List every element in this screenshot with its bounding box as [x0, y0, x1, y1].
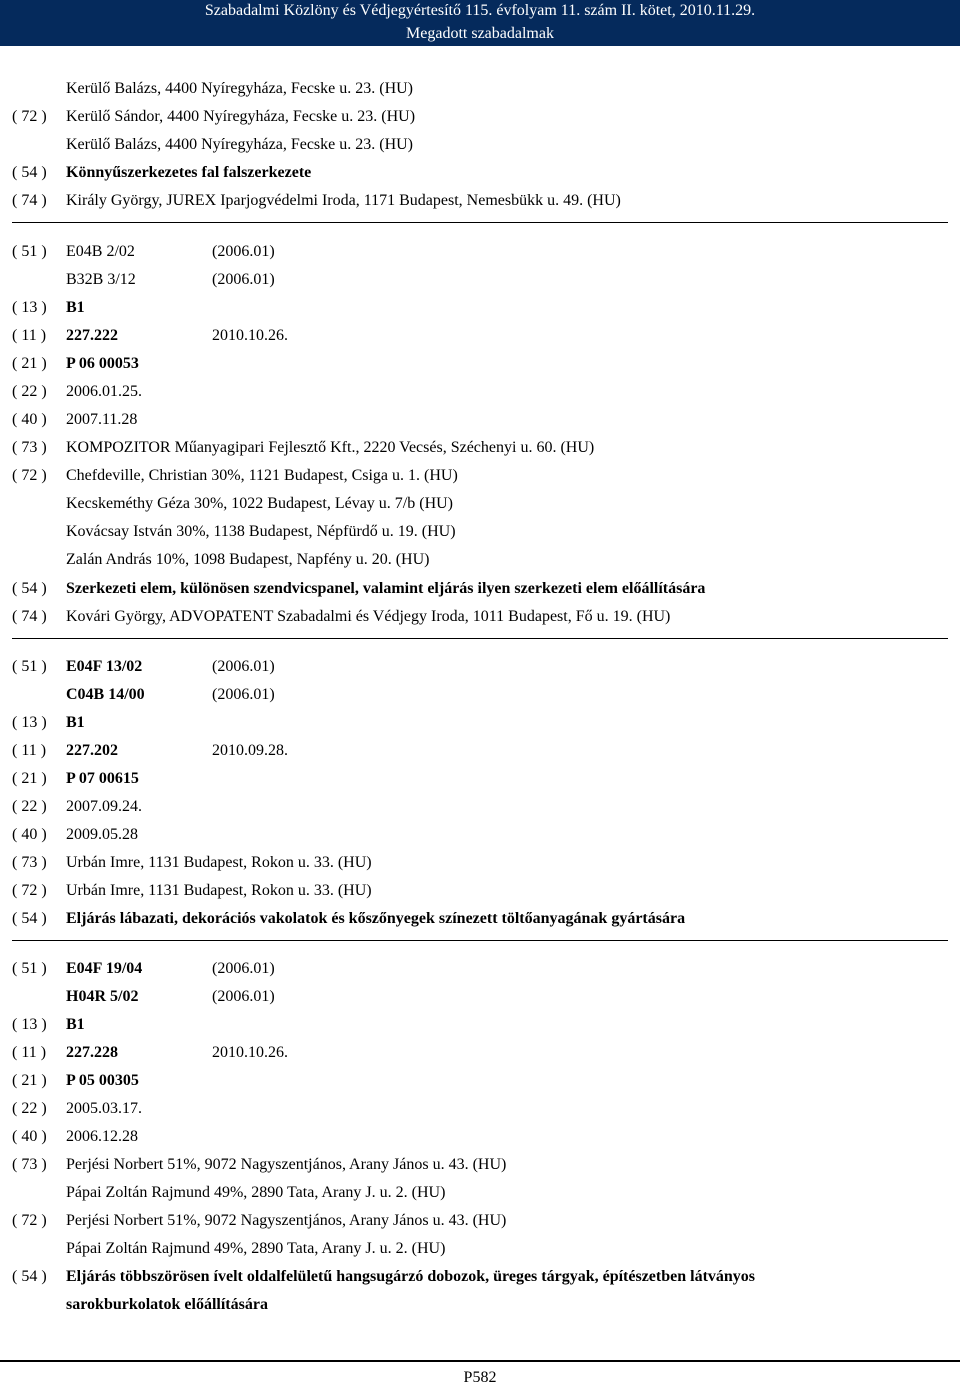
page-bottom-rule: [0, 1360, 960, 1362]
owner-value: Perjési Norbert 51%, 9072 Nagyszentjános, Arany János u. 43. (HU): [66, 1156, 507, 1173]
ipc-code: E04F 13/02: [66, 658, 143, 675]
ipc-version: (2006.01): [212, 658, 275, 675]
kind-code: B1: [66, 299, 85, 316]
field-code: ( 54 ): [12, 910, 47, 927]
field-code: ( 51 ): [12, 960, 47, 977]
field-code: ( 21 ): [12, 1072, 47, 1089]
page-number: P582: [463, 1369, 497, 1386]
field-code: ( 11 ): [12, 327, 47, 344]
ipc-version: (2006.01): [212, 988, 275, 1005]
grant-date: 2010.10.26.: [212, 327, 288, 344]
field-code: ( 11 ): [12, 1044, 47, 1061]
field-code: ( 22 ): [12, 1100, 47, 1117]
field-code: ( 13 ): [12, 1016, 47, 1033]
kind-code: B1: [66, 1016, 85, 1033]
ipc-version: (2006.01): [212, 686, 275, 703]
field-code: ( 74 ): [12, 192, 47, 209]
filing-date: 2006.01.25.: [66, 383, 142, 400]
application-number: P 06 00053: [66, 355, 139, 372]
field-code: ( 51 ): [12, 658, 47, 675]
application-number: P 05 00305: [66, 1072, 139, 1089]
inventor-line: Urbán Imre, 1131 Budapest, Rokon u. 33. (HU): [66, 882, 372, 899]
section-title: Megadott szabadalmak: [406, 25, 554, 42]
field-code: ( 22 ): [12, 383, 47, 400]
patent-number: 227.222: [66, 327, 118, 344]
field-code: ( 72 ): [12, 108, 47, 125]
field-code: ( 73 ): [12, 439, 47, 456]
filing-date: 2007.09.24.: [66, 798, 142, 815]
field-code: ( 22 ): [12, 798, 47, 815]
patent-title: Eljárás többszörösen ívelt oldalfelületű hangsugárzó dobozok, üreges tárgyak, építészetben látványos: [66, 1268, 756, 1285]
patent-title: Eljárás lábazati, dekorációs vakolatok és kőszőnyegek színezett töltőanyagának gyártására: [66, 910, 686, 927]
inventor-line: Perjési Norbert 51%, 9072 Nagyszentjános, Arany János u. 43. (HU): [66, 1212, 507, 1229]
field-code: ( 13 ): [12, 299, 47, 316]
field-code: ( 73 ): [12, 1156, 47, 1173]
grant-date: 2010.10.26.: [212, 1044, 288, 1061]
inventor-line: Kerülő Sándor, 4400 Nyíregyháza, Fecske u. 23. (HU): [66, 108, 416, 125]
ipc-code: C04B 14/00: [66, 686, 145, 703]
owner-value: KOMPOZITOR Műanyagipari Fejlesztő Kft., 2220 Vecsés, Széchenyi u. 60. (HU): [66, 439, 595, 456]
attorney-value: Király György, JUREX Iparjogvédelmi Iroda, 1171 Budapest, Nemesbükk u. 49. (HU): [66, 192, 621, 209]
inventor-line: Chefdeville, Christian 30%, 1121 Budapest, Csiga u. 1. (HU): [66, 467, 458, 484]
journal-title: Szabadalmi Közlöny és Védjegyértesítő 115. évfolyam 11. szám II. kötet, 2010.11.29.: [204, 2, 756, 19]
field-code: ( 21 ): [12, 770, 47, 787]
filing-date: 2005.03.17.: [66, 1100, 142, 1117]
patent-title: Könnyűszerkezetes fal falszerkezete: [66, 164, 312, 181]
application-number: P 07 00615: [66, 770, 139, 787]
owner-value: Urbán Imre, 1131 Budapest, Rokon u. 33. (HU): [66, 854, 372, 871]
field-code: ( 11 ): [12, 742, 47, 759]
ipc-code: H04R 5/02: [66, 988, 139, 1005]
ipc-code: E04F 19/04: [66, 960, 143, 977]
patent-number: 227.202: [66, 742, 118, 759]
field-code: ( 72 ): [12, 467, 47, 484]
patent-title: Szerkezeti elem, különösen szendvicspanel, valamint eljárás ilyen szerkezeti elem előállítására: [66, 580, 706, 597]
field-code: ( 40 ): [12, 1128, 47, 1145]
field-code: ( 51 ): [12, 243, 47, 260]
field-code: ( 74 ): [12, 608, 47, 625]
field-code: ( 54 ): [12, 164, 47, 181]
ipc-version: (2006.01): [212, 271, 275, 288]
ipc-code: E04B 2/02: [66, 243, 135, 260]
field-code: ( 72 ): [12, 882, 47, 899]
field-code: ( 40 ): [12, 411, 47, 428]
ipc-code: B32B 3/12: [66, 271, 136, 288]
field-code: ( 13 ): [12, 714, 47, 731]
ipc-version: (2006.01): [212, 243, 275, 260]
entry-divider: [12, 638, 948, 639]
patent-number: 227.228: [66, 1044, 118, 1061]
field-code: ( 54 ): [12, 580, 47, 597]
page-header: [0, 0, 960, 46]
publication-date: 2006.12.28: [66, 1128, 138, 1145]
field-code: ( 40 ): [12, 826, 47, 843]
field-code: ( 73 ): [12, 854, 47, 871]
publication-date: 2007.11.28: [66, 411, 138, 428]
attorney-value: Kovári György, ADVOPATENT Szabadalmi és Védjegy Iroda, 1011 Budapest, Fő u. 19. (HU): [66, 608, 671, 625]
field-code: ( 21 ): [12, 355, 47, 372]
publication-date: 2009.05.28: [66, 826, 138, 843]
kind-code: B1: [66, 714, 85, 731]
grant-date: 2010.09.28.: [212, 742, 288, 759]
ipc-version: (2006.01): [212, 960, 275, 977]
entry-divider: [12, 222, 948, 223]
entry-divider: [12, 940, 948, 941]
field-code: ( 54 ): [12, 1268, 47, 1285]
field-code: ( 72 ): [12, 1212, 47, 1229]
